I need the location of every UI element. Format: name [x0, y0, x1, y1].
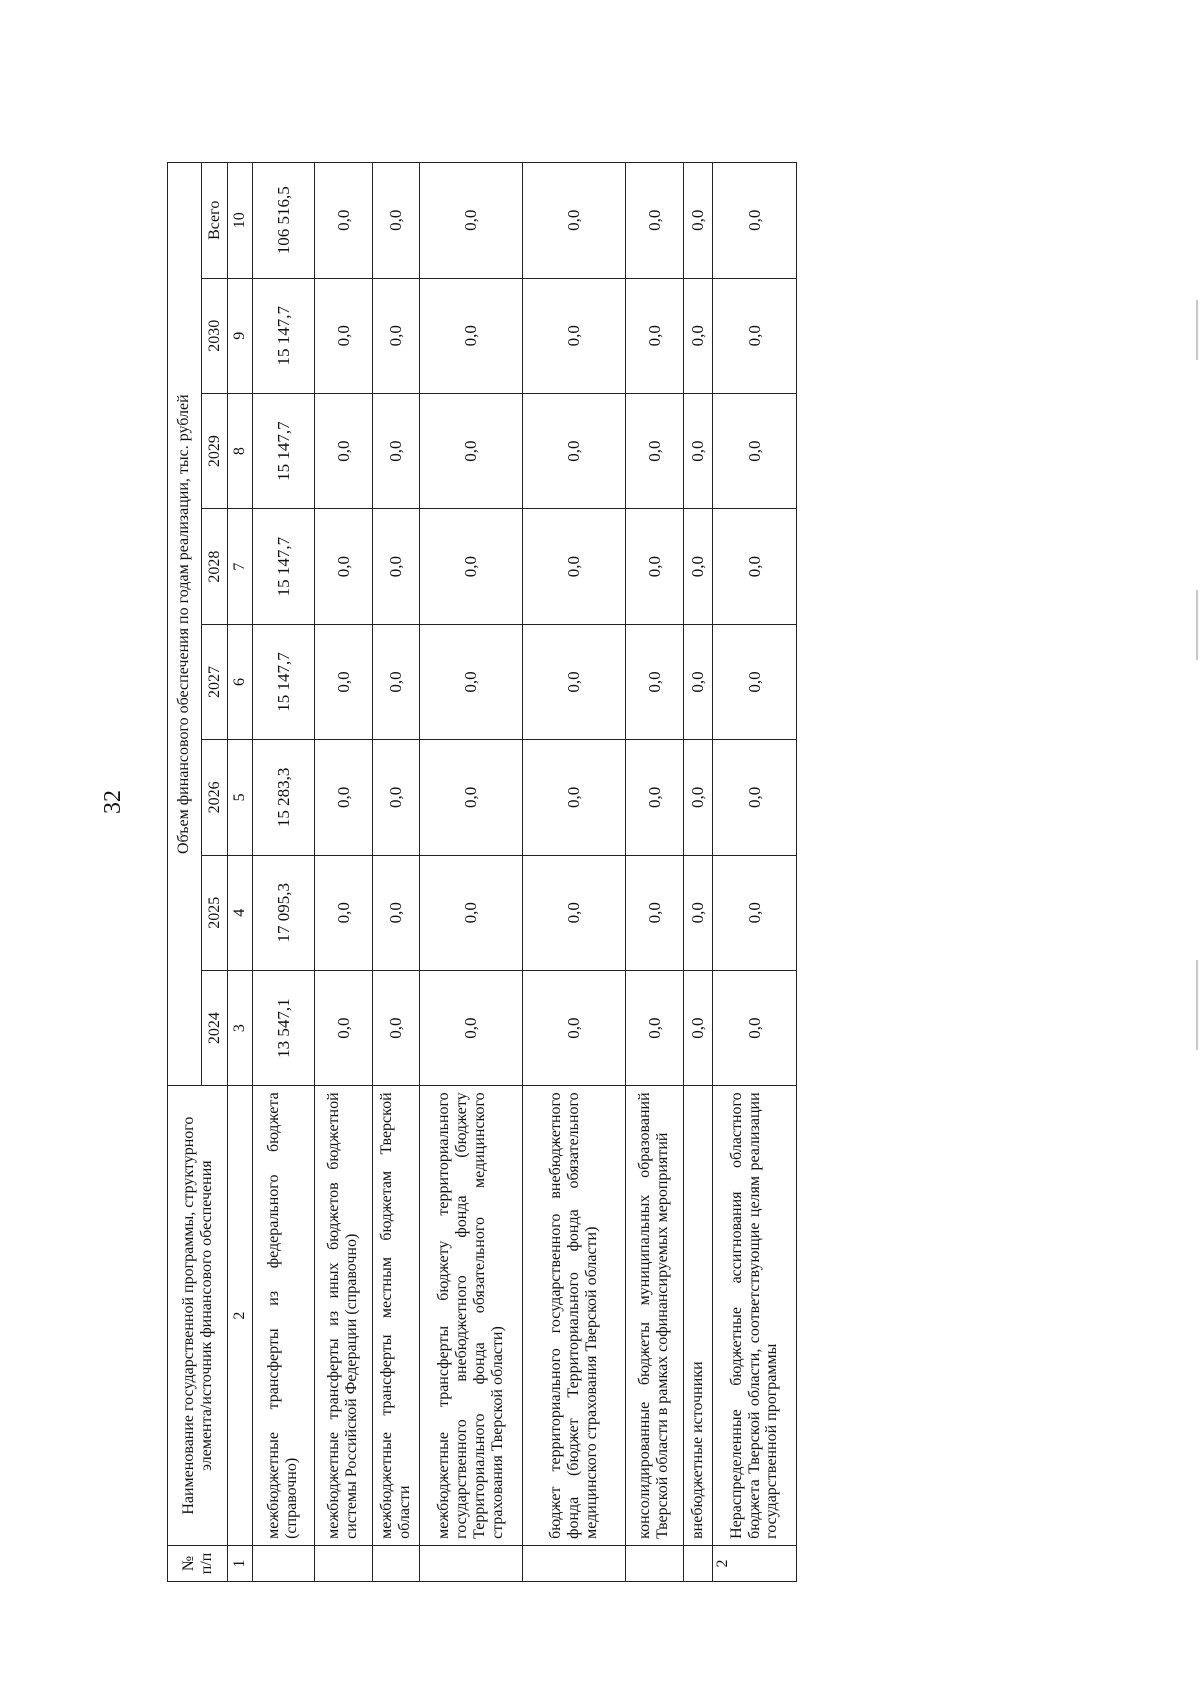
financing-table: [167, 162, 797, 1582]
row-value: 0,0: [712, 278, 796, 393]
row-value: 0,0: [372, 278, 419, 393]
index-cell: 1: [228, 1545, 253, 1581]
row-value: 0,0: [314, 278, 372, 393]
row-value: 0,0: [712, 393, 796, 508]
index-cell: 2: [228, 1086, 253, 1546]
row-value: 0,0: [683, 740, 712, 855]
table-row: [419, 163, 522, 1582]
page-number: 32: [100, 790, 126, 814]
row-value: 0,0: [522, 278, 625, 393]
scan-artifact: [1196, 300, 1198, 360]
row-value: 0,0: [419, 970, 522, 1085]
row-num: [419, 1545, 522, 1581]
row-value: 0,0: [683, 970, 712, 1085]
row-value: 0,0: [372, 740, 419, 855]
row-value: 0,0: [419, 855, 522, 970]
row-value: 0,0: [712, 163, 796, 279]
row-value: 0,0: [625, 278, 683, 393]
row-value: 0,0: [314, 163, 372, 279]
index-cell: 7: [228, 509, 253, 624]
row-value: 0,0: [419, 740, 522, 855]
table-row: [683, 163, 712, 1582]
row-num: 2: [712, 1545, 796, 1581]
table-row: [314, 163, 372, 1582]
index-cell: 10: [228, 163, 253, 279]
row-num: [625, 1545, 683, 1581]
row-value: 0,0: [683, 509, 712, 624]
header-year: 2028: [201, 509, 228, 624]
row-value: 0,0: [419, 393, 522, 508]
table-row: [253, 163, 315, 1582]
index-cell: 6: [228, 624, 253, 739]
row-value: 0,0: [522, 393, 625, 508]
table-row: [522, 163, 625, 1582]
row-name: межбюджетные трансферты из иных бюджетов бюджетной системы Российской Федерации (справочно): [314, 1086, 372, 1546]
row-value: 17 095,3: [253, 855, 315, 970]
row-num: [683, 1545, 712, 1581]
index-cell: 4: [228, 855, 253, 970]
row-value: 0,0: [314, 970, 372, 1085]
row-value: 0,0: [522, 740, 625, 855]
row-num: [253, 1545, 315, 1581]
row-value: 15 147,7: [253, 509, 315, 624]
row-value: 0,0: [314, 855, 372, 970]
row-name: бюджет территориального государственного внебюджетного фонда (бюджет Территориального фонда обязательного медицинского страхования Тверской области): [522, 1086, 625, 1546]
header-row-1: [168, 163, 202, 1582]
row-value: 0,0: [372, 624, 419, 739]
row-value: 0,0: [712, 509, 796, 624]
row-value: 0,0: [314, 624, 372, 739]
header-num: № п/п: [168, 1545, 228, 1581]
row-value: 0,0: [683, 163, 712, 279]
row-value: 0,0: [522, 163, 625, 279]
row-value: 0,0: [372, 393, 419, 508]
row-num: [522, 1545, 625, 1581]
row-value: 0,0: [625, 740, 683, 855]
row-value: 0,0: [683, 855, 712, 970]
header-total: Всего: [201, 163, 228, 279]
rotated-table-container: [167, 162, 797, 1582]
row-value: 15 147,7: [253, 278, 315, 393]
row-value: 0,0: [314, 393, 372, 508]
table-row: [625, 163, 683, 1582]
header-year: 2024: [201, 970, 228, 1085]
index-cell: 8: [228, 393, 253, 508]
row-name: Нераспределенные бюджетные ассигнования областного бюджета Тверской области, соответствующие целям реализации государственной программы: [712, 1086, 796, 1546]
row-value: 15 147,7: [253, 624, 315, 739]
row-value: 0,0: [625, 970, 683, 1085]
row-value: 0,0: [712, 970, 796, 1085]
header-name: Наименование государственной программы, структурного элемента/источник финансового обеспечения: [168, 1086, 228, 1546]
row-name: межбюджетные трансферты бюджету территориального государственного внебюджетного фонда (бюджету Территориального фонда обязательного медицинского страхования Тверской области): [419, 1086, 522, 1546]
row-value: 0,0: [372, 970, 419, 1085]
row-value: 0,0: [372, 163, 419, 279]
index-cell: 5: [228, 740, 253, 855]
header-year: 2026: [201, 740, 228, 855]
row-value: 0,0: [372, 509, 419, 624]
row-value: 0,0: [625, 163, 683, 279]
row-value: 0,0: [522, 624, 625, 739]
row-value: 0,0: [625, 509, 683, 624]
row-value: 0,0: [712, 740, 796, 855]
row-value: 0,0: [522, 509, 625, 624]
row-value: 0,0: [419, 624, 522, 739]
row-value: 0,0: [522, 855, 625, 970]
header-funding: Объем финансового обеспечения по годам реализации, тыс. рублей: [168, 163, 202, 1086]
row-num: [314, 1545, 372, 1581]
index-cell: 9: [228, 278, 253, 393]
row-value: 0,0: [625, 624, 683, 739]
row-value: 0,0: [419, 509, 522, 624]
row-value: 0,0: [683, 624, 712, 739]
header-year: 2027: [201, 624, 228, 739]
table-row: [372, 163, 419, 1582]
row-value: 13 547,1: [253, 970, 315, 1085]
row-num: [372, 1545, 419, 1581]
row-value: 0,0: [419, 163, 522, 279]
row-value: 106 516,5: [253, 163, 315, 279]
row-value: 0,0: [625, 855, 683, 970]
row-name: консолидированные бюджеты муниципальных образований Тверской области в рамках софинансируемых мероприятий: [625, 1086, 683, 1546]
row-value: 0,0: [314, 740, 372, 855]
header-year: 2030: [201, 278, 228, 393]
row-value: 15 147,7: [253, 393, 315, 508]
row-value: 0,0: [683, 278, 712, 393]
row-value: 0,0: [683, 393, 712, 508]
row-value: 0,0: [314, 509, 372, 624]
row-value: 0,0: [712, 855, 796, 970]
row-value: 0,0: [712, 624, 796, 739]
header-year: 2029: [201, 393, 228, 508]
scan-artifact: [1196, 960, 1198, 1050]
header-year: 2025: [201, 855, 228, 970]
row-name: межбюджетные трансферты из федерального бюджета (справочно): [253, 1086, 315, 1546]
scan-artifact: [1196, 590, 1198, 660]
row-value: 0,0: [419, 278, 522, 393]
index-cell: 3: [228, 970, 253, 1085]
row-value: 0,0: [522, 970, 625, 1085]
row-name: межбюджетные трансферты местным бюджетам Тверской области: [372, 1086, 419, 1546]
row-value: 0,0: [625, 393, 683, 508]
row-name: внебюджетные источники: [683, 1086, 712, 1546]
row-value: 0,0: [372, 855, 419, 970]
table-row: [712, 163, 796, 1582]
row-value: 15 283,3: [253, 740, 315, 855]
index-row: [228, 163, 253, 1582]
